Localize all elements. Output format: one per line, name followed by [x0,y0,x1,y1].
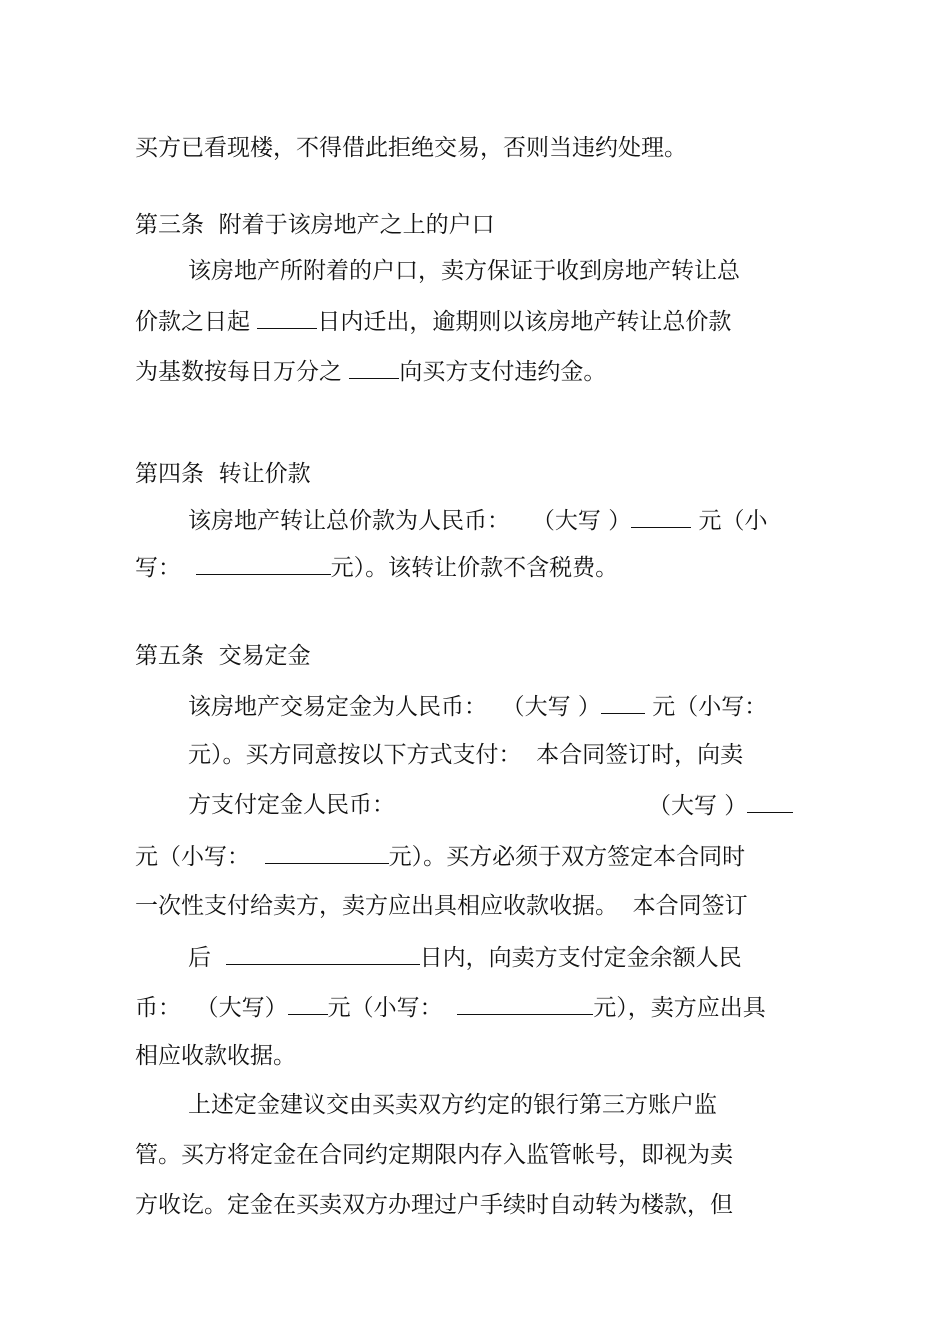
text-segment: 元），卖方应出具 [593,995,766,1021]
blank-rate [349,356,399,379]
blank-initial-lower [265,841,389,864]
article-5-para2-line-3: 方收讫。定金在买卖双方办理过户手续时自动转为楼款，但 [135,1192,733,1218]
article-5-para2-line-2: 管。买方将定金在合同约定期限内存入监管帐号，即视为卖 [135,1142,733,1168]
article-5-heading: 第五条 交易定金 [135,643,311,669]
article-3-line-2 [135,306,731,337]
article-5-line-3a: 方支付定金人民币： [188,792,395,818]
text-segment: 日内，向卖方支付定金余额人民 [419,945,742,971]
text-segment: （大写 ） [648,793,748,819]
article-5-line-2: 元）。买方同意按以下方式支付： 本合同签订时，向卖 [188,742,744,768]
blank-amount-upper [631,505,691,528]
text-segment: 元（小 [691,508,768,534]
blank-days [257,306,317,329]
blank-deposit-upper [601,691,645,714]
text-segment: 写： [135,555,196,581]
article-3-line-1: 该房地产所附着的户口，卖方保证于收到房地产转让总 [188,258,740,284]
article-5-line-1 [188,691,767,722]
text-segment: 该房地产转让总价款为人民币： （大写 ） [188,508,632,534]
text-segment: 元（小写： [135,844,265,870]
text-segment: 后 [188,945,226,971]
article-5-line-5: 一次性支付给卖方，卖方应出具相应收款收据。 本合同签订 [135,893,748,919]
article-5-para2-line-1: 上述定金建议交由买卖双方约定的银行第三方账户监 [188,1092,717,1118]
text-segment: 向买方支付违约金。 [399,359,607,385]
text-segment: 元）。该转让价款不含税费。 [330,555,619,581]
article-4-line-1 [188,505,768,536]
article-4-line-2 [135,552,618,583]
text-segment: 元（小写： [644,694,768,720]
intro-line: 买方已看现楼，不得借此拒绝交易，否则当违约处理。 [135,135,687,161]
article-3-line-3 [135,356,606,387]
text-segment: 价款之日起 [135,309,258,335]
article-3-heading: 第三条 附着于该房地产之上的户口 [135,212,495,238]
blank-amount-lower [196,552,331,575]
article-5-line-6 [188,942,742,973]
blank-balance-upper [288,992,328,1015]
article-5-line-8: 相应收款收据。 [135,1043,296,1069]
article-5-line-4 [135,841,745,872]
text-segment: 该房地产交易定金为人民币： （大写 ） [188,694,601,720]
article-4-heading: 第四条 转让价款 [135,461,311,487]
text-segment: 元）。买方必须于双方签定本合同时 [388,844,746,870]
text-segment: 日内迁出，逾期则以该房地产转让总价款 [317,309,732,335]
blank-balance-lower [457,992,593,1015]
text-segment: 币： （大写） [135,995,288,1021]
text-segment: 为基数按每日万分之 [135,359,350,385]
article-5-line-7 [135,992,766,1023]
blank-initial-upper [747,790,793,813]
article-5-line-3b [648,790,793,821]
text-segment: 元（小写： [327,995,458,1021]
blank-balance-days [226,942,420,965]
